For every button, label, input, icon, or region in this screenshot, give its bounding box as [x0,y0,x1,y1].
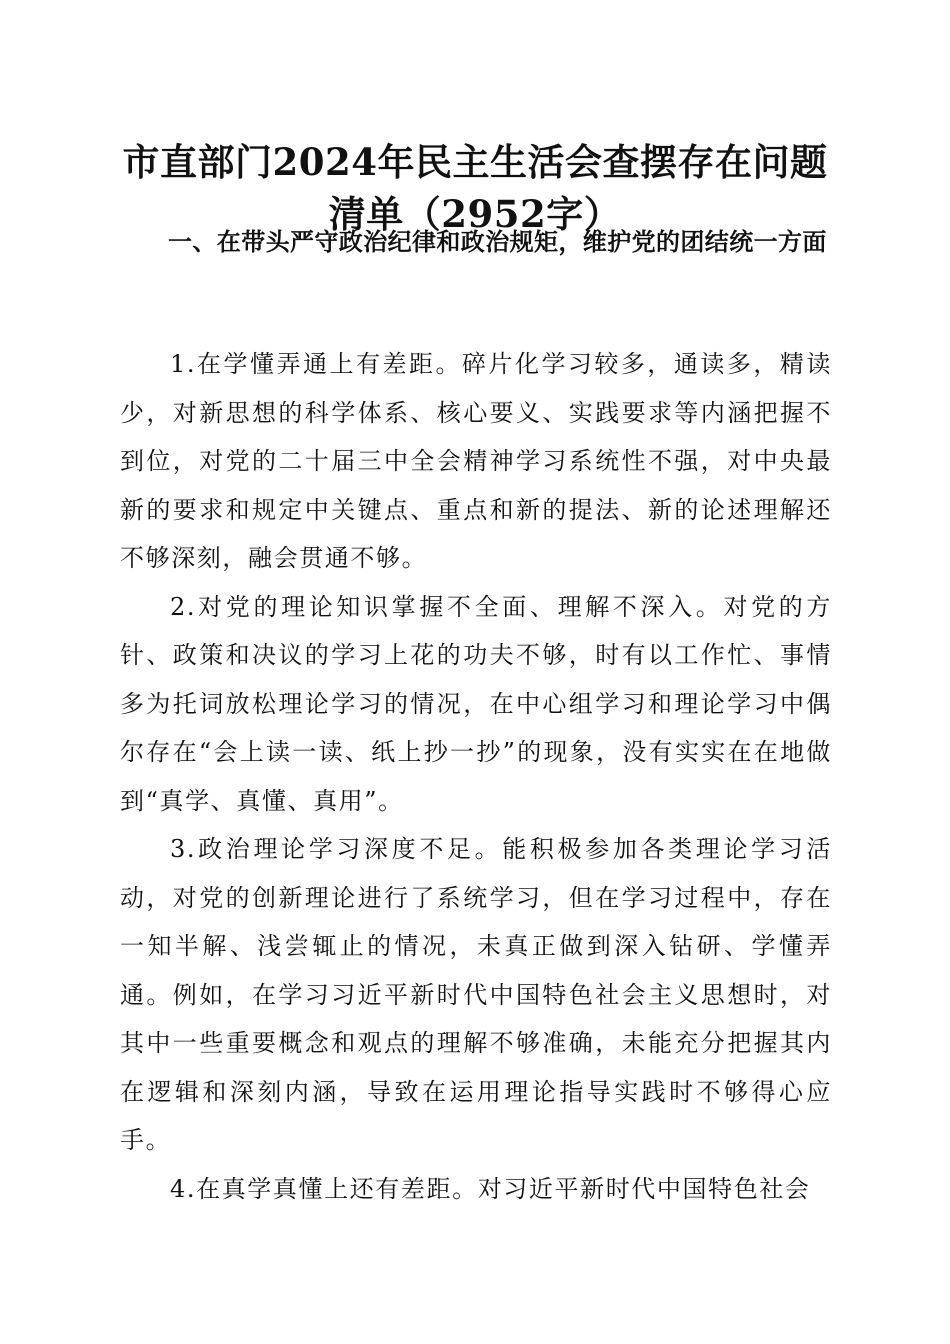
paragraph-4: 4.在真学真懂上还有差距。对习近平新时代中国特色社会 [170,1174,811,1203]
document-body [120,340,832,1213]
paragraph-2: 2.对党的理论知识掌握不全面、理解不深入。对党的方针、政策和决议的学习上花的功夫不够，时有以工作忙、事情多为托词放松理论学习的情况，在中心组学习和理论学习中偶尔存在“会上读一读、纸上抄一抄”的现象，没有实实在在地做到“真学、真懂、真用”。 [120,592,832,815]
paragraph-3: 3.政治理论学习深度不足。能积极参加各类理论学习活动，对党的创新理论进行了系统学习，但在学习过程中，存在一知半解、浅尝辄止的情况，未真正做到深入钻研、学懂弄通。例如，在学习习近平新时代中国特色社会主义思想时，对其中一些重要概念和观点的理解不够准确，未能充分把握其内在逻辑和深刻内涵，导致在运用理论指导实践时不够得心应手。 [120,835,832,1154]
section-heading: 一、在带头严守政治纪律和政治规矩，维护党的团结统一方面 [168,228,827,256]
document-title: 市直部门2024年民主生活会查摆存在问题清单（2952字） [122,140,828,236]
paragraph-1: 1.在学懂弄通上有差距。碎片化学习较多，通读多，精读少，对新思想的科学体系、核心要义、实践要求等内涵把握不到位，对党的二十届三中全会精神学习系统性不强，对中央最新的要求和规定中关键点、重点和新的提法、新的论述理解还不够深刻，融会贯通不够。 [120,350,832,572]
